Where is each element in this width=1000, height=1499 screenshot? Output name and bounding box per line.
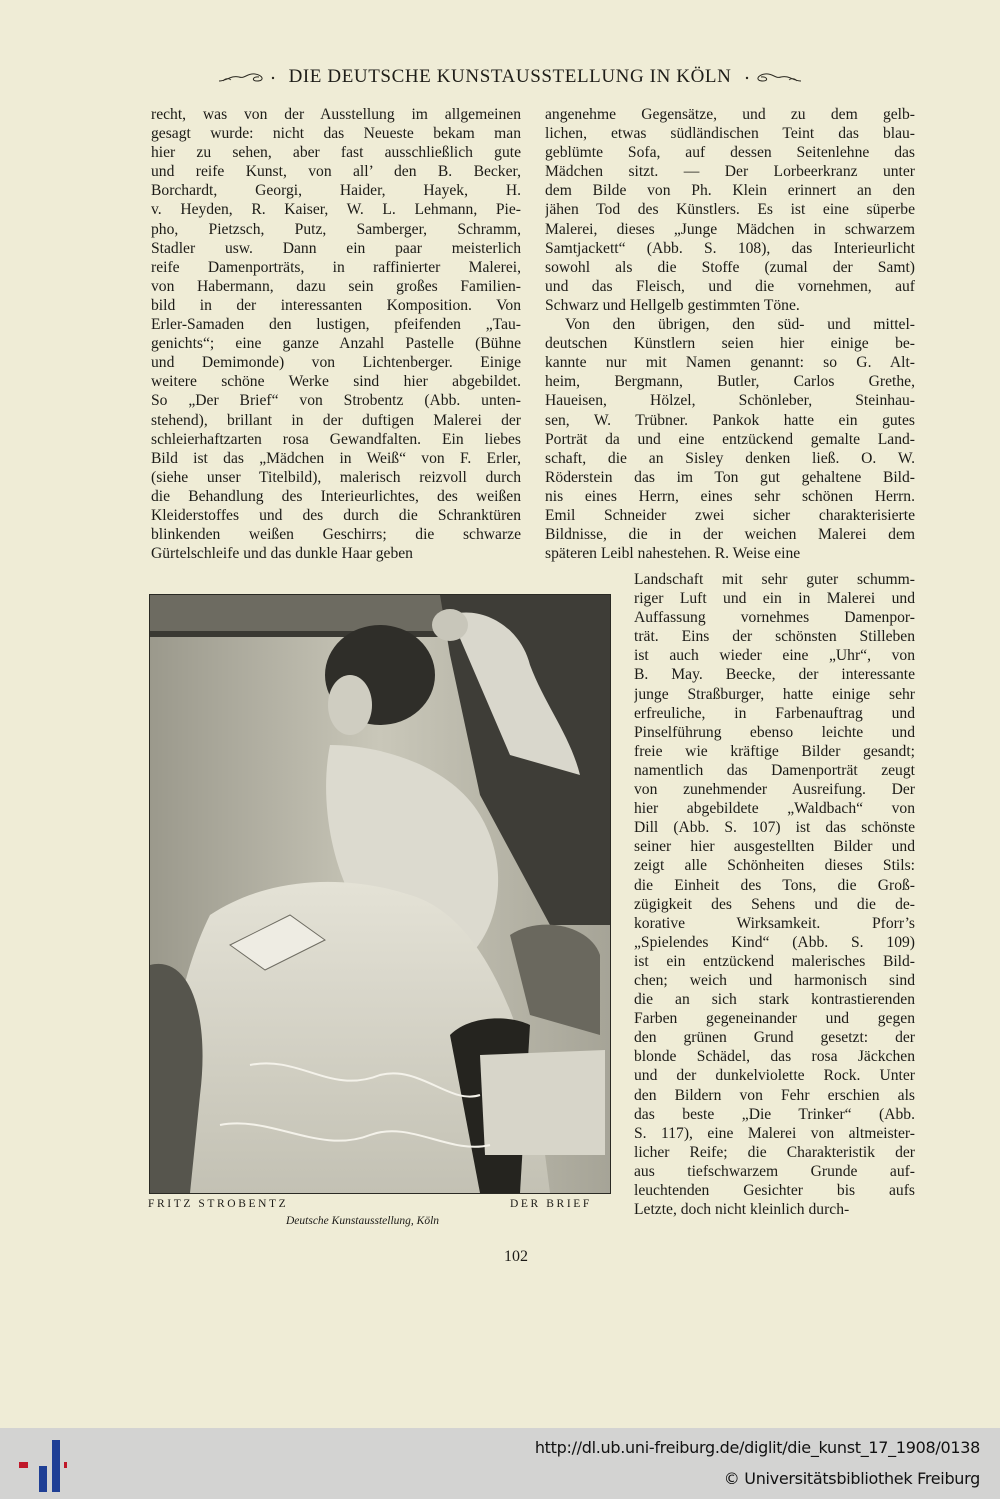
text-column-left — [151, 105, 521, 563]
text-line: das beste „Die Trinker“ (Abb. — [634, 1105, 915, 1123]
text-line: junge Straßburger, hatte einige sehr — [634, 685, 915, 703]
text-line: späteren Leibl nahestehen. R. Weise eine — [545, 545, 801, 563]
text-line: Mädchen sitzt. — Der Lorbeerkranz unter — [545, 163, 915, 181]
text-line: Pinselführung ebenso leichte und — [634, 723, 915, 741]
text-line: reife Damenporträts, in raffinierter Malerei, — [151, 258, 521, 276]
text-line: freie wie kräftige Bilder gesandt; — [634, 742, 915, 760]
page-number: 102 — [504, 1248, 528, 1265]
text-line: B. May. Beecke, der interessante — [634, 666, 915, 684]
text-line: Bild ist das „Mädchen in Weiß“ von F. Erler, — [151, 449, 521, 467]
text-line: seiner hier ausgestellten Bilder und — [634, 838, 915, 856]
text-line: korative Wirksamkeit. Pforr’s — [634, 914, 915, 932]
text-line: blinkenden weißen Geschirrs; die schwarze — [151, 526, 521, 544]
text-line: Borchardt, Georgi, Haider, Hayek, H. — [151, 182, 521, 200]
text-line: Porträt da und eine entzückend gemalte Land- — [545, 430, 915, 448]
library-footer — [0, 1428, 1000, 1499]
text-line: und der dunkelviolette Rock. Unter — [634, 1067, 915, 1085]
text-line: licher Reife; die Charakteristik der — [634, 1143, 915, 1161]
text-line: den Bildern von Fehr erschien als — [634, 1086, 915, 1104]
text-line: trät. Eins der schönsten Stilleben — [634, 628, 915, 646]
text-line: von Habermann, dazu sein großes Familien- — [151, 277, 521, 295]
text-line: ist auch wieder eine „Uhr“, von — [634, 647, 915, 665]
text-line: riger Luft und ein in Malerei und — [634, 590, 915, 608]
copyright-notice: © Universitätsbibliothek Freiburg — [723, 1469, 980, 1488]
text-line: Samtjackett“ (Abb. S. 108), das Interieurlicht — [545, 239, 915, 257]
text-line: S. 117), eine Malerei von altmeister- — [634, 1124, 915, 1142]
text-line: jähen Tod des Künstlers. Es ist eine süperbe — [545, 201, 915, 219]
text-line: pho, Pietzsch, Putz, Samberger, Schramm, — [151, 220, 521, 238]
text-line: deutschen Künstlern seien hier einige be- — [545, 335, 915, 353]
text-line: Landschaft mit sehr guter schumm- — [634, 571, 915, 588]
text-line: stehend), brillant in der duftigen Malerei der — [151, 411, 521, 429]
text-line: Letzte, doch nicht kleinlich durch- — [634, 1201, 850, 1219]
text-line: „Spielendes Kind“ (Abb. S. 109) — [634, 933, 915, 951]
text-line: blonde Schädel, das rosa Jäckchen — [634, 1048, 915, 1066]
text-line: zügigkeit des Sehens und die de- — [634, 895, 915, 913]
text-line: hier abgebildete „Waldbach“ von — [634, 800, 915, 818]
text-line: Dill (Abb. S. 107) ist das schönste — [634, 819, 915, 837]
figure-caption-title: DER BRIEF — [510, 1198, 592, 1210]
text-line: heim, Bergmann, Butler, Carlos Grethe, — [545, 373, 915, 391]
text-line: Von den übrigen, den süd- und mittel- — [565, 316, 915, 334]
painting-der-brief — [150, 595, 610, 1193]
text-line: nis eines Herrn, eines sehr schönen Herrn. — [545, 487, 915, 505]
text-line: die an sich stark kontrastierenden — [634, 991, 915, 1009]
ub-freiburg-logo-icon — [12, 1438, 67, 1493]
text-line: So „Der Brief“ von Strobentz (Abb. unten- — [151, 392, 521, 410]
text-line: gesagt wurde: nicht das Neueste bekam man — [151, 125, 521, 143]
text-line: bild in der interessanten Komposition. Von — [151, 296, 521, 314]
text-line: sowohl als die Stoffe (zumal der Samt) — [545, 258, 915, 276]
text-line: hier zu sehen, aber fast ausschließlich gute — [151, 144, 521, 162]
text-column-right-narrow — [634, 570, 915, 1219]
painting-illustration — [149, 594, 611, 1194]
text-line: recht, was von der Ausstellung im allgemeinen — [151, 106, 521, 123]
text-line: ist ein entzückend malerisches Bild- — [634, 952, 915, 970]
text-line: geblümte Sofa, auf dessen Seitenlehne das — [545, 144, 915, 162]
text-line: (siehe unser Titelbild), malerisch reizvoll durch — [151, 468, 521, 486]
text-line: erfreuliche, in Farbenauftrag und — [634, 704, 915, 722]
text-line: zeigt alle Schönheiten dieses Stils: — [634, 857, 915, 875]
running-head-title: DIE DEUTSCHE KUNSTAUSSTELLUNG IN KÖLN — [288, 66, 732, 87]
text-line: Stadler usw. Dann ein paar meisterlich — [151, 239, 521, 257]
text-line: namentlich das Damenporträt zeugt — [634, 761, 915, 779]
text-line: lichen, etwas südländischen Teint das blau- — [545, 125, 915, 143]
text-line: leuchtenden Gesichter bis aufs — [634, 1182, 915, 1199]
text-line: Haueisen, Hölzel, Schönleber, Steinhau- — [545, 392, 915, 410]
text-line: schaft, die an Sisley denken ließ. O. W. — [545, 449, 915, 467]
text-line: genichts“; eine ganze Anzahl Pastelle (Bühne — [151, 335, 521, 353]
text-line: schleierhaftzarten rosa Gewandfalten. Ein liebes — [151, 430, 521, 448]
figure-caption-source: Deutsche Kunstausstellung, Köln — [286, 1215, 440, 1227]
text-line: Schwarz und Hellgelb gestimmten Töne. — [545, 296, 800, 314]
text-line: v. Heyden, R. Kaiser, W. L. Lehmann, Pie- — [151, 201, 521, 219]
text-line: Kleiderstoffes und des durch die Schranktüren — [151, 506, 521, 524]
text-line: Gürtelschleife und das dunkle Haar geben — [151, 545, 413, 563]
text-line: sen, W. Trübner. Pankok hatte ein gutes — [545, 411, 915, 429]
text-line: weitere schöne Werke sind hier abgebildet. — [151, 373, 521, 391]
text-line: angenehme Gegensätze, und zu dem gelb- — [545, 106, 915, 123]
ornament-right-icon — [741, 69, 803, 85]
text-line: chen; weich und harmonisch sind — [634, 971, 915, 989]
text-line: den grünen Grund gesetzt: der — [634, 1029, 915, 1047]
text-line: Bildnisse, die in der weichen Malerei dem — [545, 526, 915, 544]
running-head — [150, 62, 870, 92]
text-line: Malerei, dieses „Junge Mädchen in schwarzem — [545, 220, 915, 238]
text-line: dem Bilde von Ph. Klein erinnert an den — [545, 182, 915, 200]
ornament-left-icon — [217, 69, 279, 85]
text-line: Farben gegeneinander und gegen — [634, 1010, 915, 1028]
figure-caption-artist: FRITZ STROBENTZ — [148, 1198, 289, 1210]
text-line: die Einheit des Tons, die Groß- — [634, 876, 915, 894]
text-line: Röderstein das im Ton gut gehaltene Bild- — [545, 468, 915, 486]
text-line: und reife Kunst, von all’ den B. Becker, — [151, 163, 521, 181]
text-line: kannte nur mit Namen genannt: so G. Alt- — [545, 354, 915, 372]
text-line: Erler-Samaden den lustigen, pfeifenden „Tau- — [151, 316, 521, 334]
text-line: und Demimonde) von Lichtenberger. Einige — [151, 354, 521, 372]
text-line: aus tiefschwarzem Grunde auf- — [634, 1162, 915, 1180]
text-column-right — [545, 105, 915, 563]
text-line: Auffassung vornehmes Damenpor- — [634, 609, 915, 627]
permalink-url[interactable]: http://dl.ub.uni-freiburg.de/diglit/die_kunst_17_1908/0138 — [534, 1438, 980, 1457]
text-line: von zunehmender Ausreifung. Der — [634, 781, 915, 799]
text-line: Emil Schneider zwei sicher charakterisierte — [545, 506, 915, 524]
text-line: und das Fleisch, und die vornehmen, auf — [545, 277, 915, 295]
text-line: die Behandlung des Interieurlichtes, des weißen — [151, 487, 521, 505]
